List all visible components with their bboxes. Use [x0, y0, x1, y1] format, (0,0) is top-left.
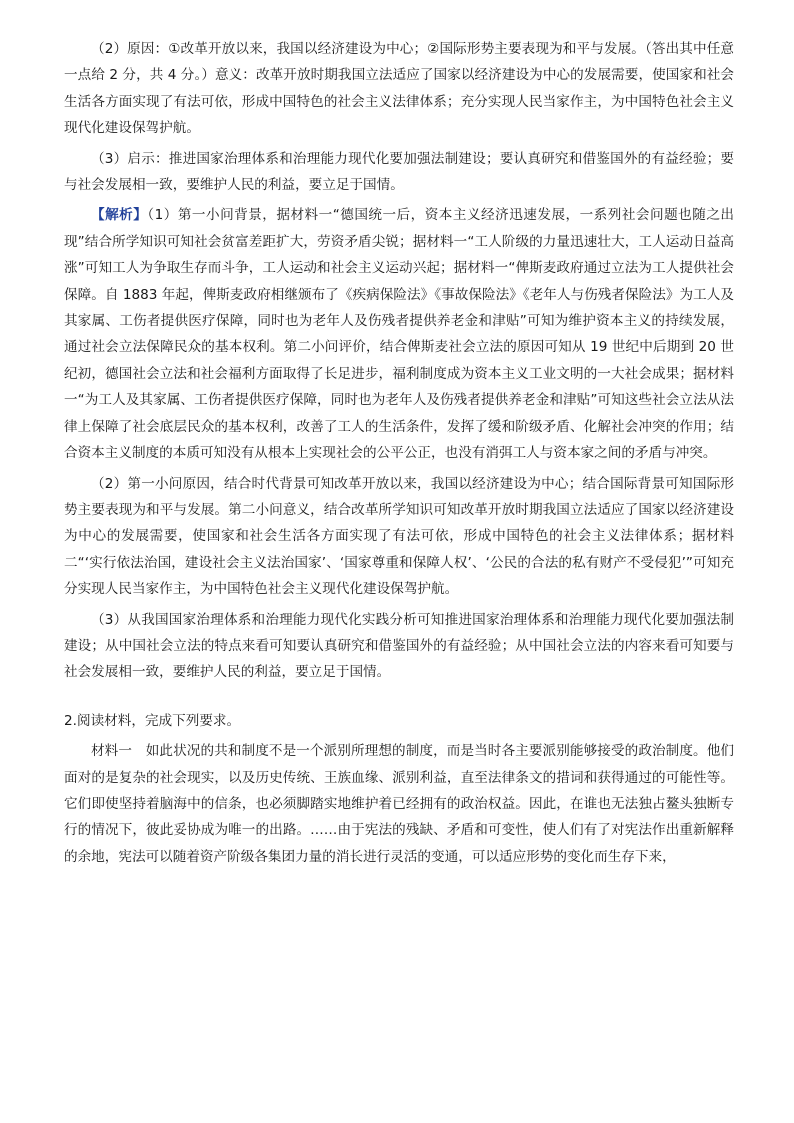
answer-paragraph-3: （3）启示：推进国家治理体系和治理能力现代化要加强法制建设；要认真研究和借鉴国外的有益经验；要与社会发展相一致，要维护人民的利益，要立足于国情。	[64, 150, 734, 194]
document-page	[64, 36, 734, 870]
analysis-paragraph-2: （2）第一小问原因，结合时代背景可知改革开放以来，我国以经济建设为中心；结合国际背景可知国际形势主要表现为和平与发展。第二小问意义，结合改革所学知识可知改革开放时期我国立法适应了国家以经济建设为中心的发展需要，使国家和社会生活各方面实现了有法可依，形成中国特色的社会主义法律体系；据材料二“‘实行依法治国，建设社会主义法治国家’、‘国家尊重和保障人权’、‘公民的合法的私有财产不受侵犯’”可知充分实现人民当家作主，为中国特色社会主义现代化建设保驾护航。	[64, 475, 734, 598]
answer-paragraph-2: （2）原因：①改革开放以来，我国以经济建设为中心；②国际形势主要表现为和平与发展。（答出其中任意一点给 2 分，共 4 分。）意义：改革开放时期我国立法适应了国家以经济建设为中心的发展需要，使国家和社会生活各方面实现了有法可依，形成中国特色的社会主义法律体系；充分实现人民当家作主，为中国特色社会主义现代化建设保驾护航。	[64, 41, 734, 137]
material-1-text: 如此状况的共和制度不是一个派别所理想的制度，而是当时各主要派别能够接受的政治制度。他们面对的是复杂的社会现实，以及历史传统、王族血缘、派别利益，直至法律条文的措词和获得通过的可能性等。它们即使坚持着脑海中的信条，也必须脚踏实地维护着已经拥有的政治权益。因此，在谁也无法独占鳌头独断专行的情况下，彼此妥协成为唯一的出路。……由于宪法的残缺、矛盾和可变性，使人们有了对宪法作出重新解释的余地，宪法可以随着资产阶级各集团力量的消长进行灵活的变通，可以适应形势的变化而生存下来，	[64, 743, 735, 865]
question-2-heading: 2.阅读材料，完成下列要求。	[64, 712, 241, 729]
analysis-tag: 【解析】	[91, 207, 148, 224]
material-1-paragraph	[64, 738, 734, 870]
analysis-text-1: （1）第一小问背景，据材料一“德国统一后，资本主义经济迅速发展，一系列社会问题也随之出现”结合所学知识可知社会贫富差距扩大，劳资矛盾尖锐；据材料一“工人阶级的力量迅速壮大，工人运动日益高涨”可知工人为争取生存而斗争，工人运动和社会主义运动兴起；据材料一“俾斯麦政府通过立法为工人提供社会保障。自 1883 年起，俾斯麦政府相继颁布了《疾病保险法》《事故保险法》《老年人与伤残者保险法》为工人及其家属、工伤者提供医疗保障，同时也为老年人及伤残者提供养老金和津贴”可知为维护资本主义的持续发展，通过社会立法保障民众的基本权利。第二小问评价，结合俾斯麦社会立法的原因可知从 19 世纪中后期到 20 世纪初，德国社会立法和社会福利方面取得了长足进步，福利制度成为资本主义工业文明的一大社会成果；据材料一“为工人及其家属、工伤者提供医疗保障，同时也为老年人及伤残者提供养老金和津贴”可知这些社会立法从法律上保障了社会底层民众的基本权利，改善了工人的生活条件，发挥了缓和阶级矛盾、化解社会冲突的作用；结合资本主义制度的本质可知没有从根本上实现社会的公平公正，也没有消弭工人与资本家之间的矛盾与冲突。	[64, 207, 735, 462]
analysis-paragraph-1	[64, 202, 734, 466]
material-1-label: 材料一	[91, 743, 133, 760]
analysis-paragraph-3: （3）从我国国家治理体系和治理能力现代化实践分析可知推进国家治理体系和治理能力现代化要加强法制建设；从中国社会立法的特点来看可知要认真研究和借鉴国外的有益经验；从中国社会立法的内容来看可知要与社会发展相一致，要维护人民的利益，要立足于国情。	[64, 611, 734, 681]
